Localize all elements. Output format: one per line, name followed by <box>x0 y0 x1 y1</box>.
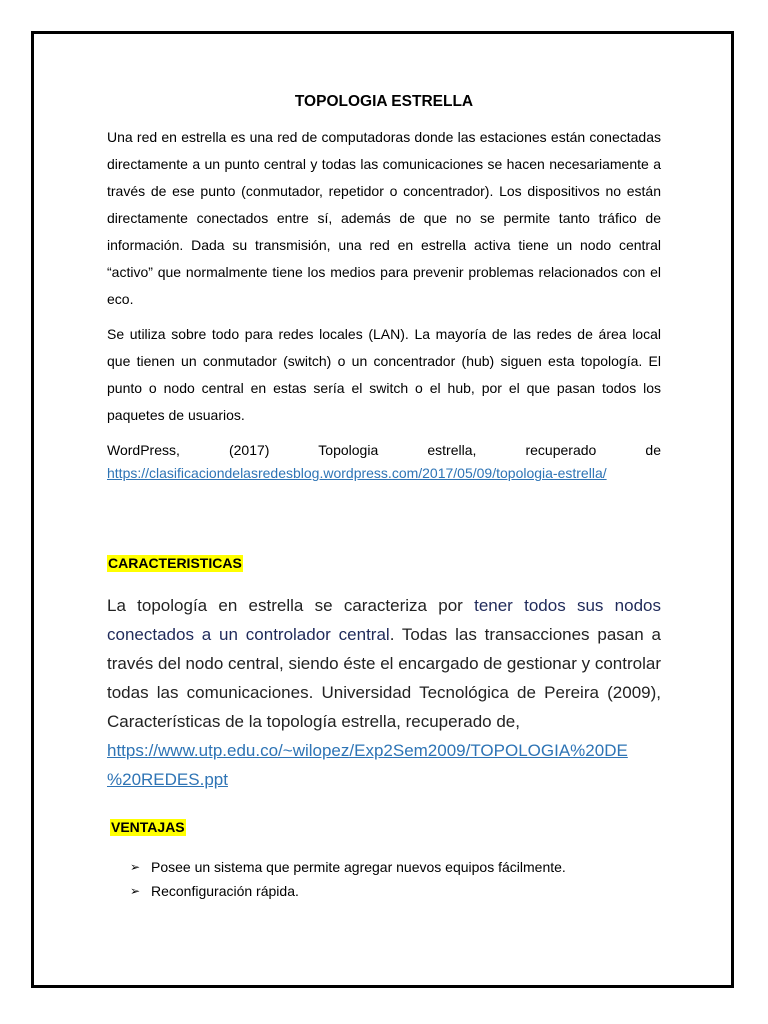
caracteristicas-heading: CARACTERISTICAS <box>108 555 242 571</box>
caracteristicas-text-after: . Todas las transacciones pasan a través del nodo central, siendo éste el encargado de gestionar y controlar todas las comunicaciones. Universidad Tecnológica de Pereira (2009), Características de la topología estrella, recuperado de, <box>107 625 661 731</box>
list-item <box>130 879 566 903</box>
list-item <box>130 855 566 879</box>
paragraph-lan: Se utiliza sobre todo para redes locales (LAN). La mayoría de las redes de área local que tienen un conmutador (switch) o un concentrador (hub) siguen esta topología. El punto o nodo central en estas sería el switch o el hub, por el que pasan todos los paquetes de usuarios. <box>107 326 661 423</box>
document-body <box>107 90 661 495</box>
ventajas-heading: VENTAJAS <box>111 819 185 835</box>
ventajas-list <box>130 855 566 903</box>
arrowhead-bullet-icon: ➢ <box>130 884 141 898</box>
citation-text: WordPress, (2017) Topologia estrella, recuperado de <box>107 442 661 458</box>
page-title: TOPOLOGIA ESTRELLA <box>294 93 474 110</box>
list-item-text: Posee un sistema que permite agregar nuevos equipos fácilmente. <box>151 859 566 875</box>
list-item-text: Reconfiguración rápida. <box>151 883 299 899</box>
arrowhead-bullet-icon: ➢ <box>130 860 141 874</box>
citation-link[interactable]: https://clasificaciondelasredesblog.wordpress.com/2017/05/09/topologia-estrella/ <box>107 465 607 481</box>
caracteristicas-link-block <box>107 736 661 794</box>
citation-link-line <box>107 460 661 487</box>
utp-link-part1[interactable]: https://www.utp.edu.co/~wilopez/Exp2Sem2009/TOPOLOGIA%20DE <box>107 741 628 760</box>
caracteristicas-text-before: La topología en estrella se caracteriza por <box>107 596 475 615</box>
caracteristicas-text-highlighted: tener todos sus nodos conectados a un controlador central <box>107 596 661 644</box>
utp-link-part2[interactable]: %20REDES.ppt <box>107 770 228 789</box>
caracteristicas-paragraph <box>107 591 661 794</box>
paragraph-intro: Una red en estrella es una red de computadoras donde las estaciones están conectadas directamente a un punto central y todas las comunicaciones se hacen necesariamente a través de ese punto (conmutador, repetidor o concentrador). Los dispositivos no están directamente conectados entre sí, además de que no se permite tanto tráfico de información. Dada su transmisión, una red en estrella activa tiene un nodo central “activo” que normalmente tiene los medios para prevenir problemas relacionados con el eco. <box>107 129 661 307</box>
